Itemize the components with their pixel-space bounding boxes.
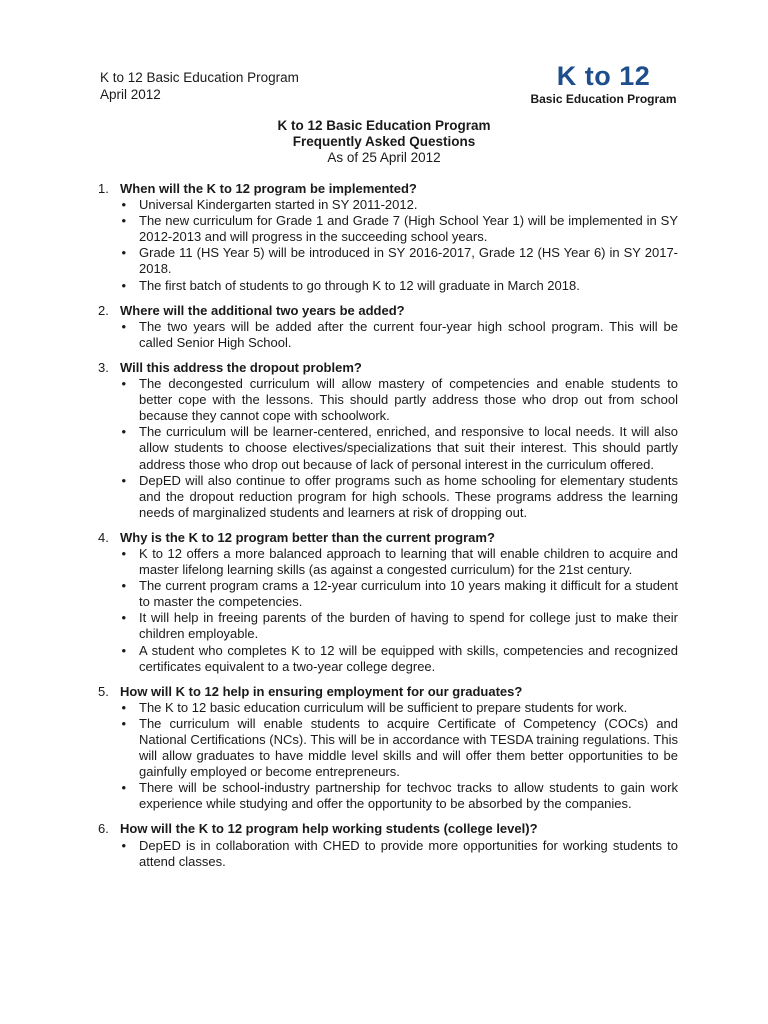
faq-item (98, 181, 678, 294)
answer-list (98, 319, 678, 351)
answer-item (98, 245, 678, 277)
bullet-icon: • (121, 642, 126, 658)
header-program: K to 12 Basic Education Program (100, 70, 299, 85)
title-line-1: K to 12 Basic Education Program (277, 118, 491, 133)
answer-item (98, 546, 678, 578)
faq-item (98, 530, 678, 675)
question-number: 6. (98, 821, 109, 837)
answer-item (98, 197, 678, 213)
faq-item (98, 303, 678, 351)
question-text: How will K to 12 help in ensuring employment for our graduates? (120, 683, 523, 699)
bullet-icon: • (121, 780, 126, 796)
bullet-icon: • (121, 545, 126, 561)
title-date: As of 25 April 2012 (327, 150, 441, 165)
answer-list (98, 700, 678, 813)
faq-item (98, 360, 678, 521)
question-number: 5. (98, 683, 109, 699)
answer-text: K to 12 offers a more balanced approach to learning that will enable children to acquire and master lifelong learning skills (as against a congested curriculum) for the 21st century. (139, 545, 678, 578)
answer-text: The decongested curriculum will allow mastery of competencies and enable students to better cope with the lessons. This should partly address those who drop out from school because they cannot cope with schoolwork. (139, 376, 678, 424)
answer-text: DepED is in collaboration with CHED to provide more opportunities for working students to attend classes. (139, 837, 678, 869)
answer-item (98, 838, 678, 870)
answer-text: There will be school-industry partnership for techvoc tracks to allow students to gain work experience while studying and offer the opportunity to be absorbed by the companies. (139, 780, 678, 812)
logo-subtitle: Basic Education Program (530, 92, 677, 106)
question-number: 2. (98, 302, 109, 318)
answer-item (98, 578, 678, 610)
header-date: April 2012 (100, 87, 161, 102)
bullet-icon: • (121, 715, 126, 731)
question-heading (98, 303, 678, 319)
bullet-icon: • (121, 197, 126, 213)
answer-item (98, 319, 678, 351)
title-line-2: Frequently Asked Questions (292, 134, 476, 149)
answer-item (98, 716, 678, 780)
answer-item (98, 700, 678, 716)
header-left (100, 69, 299, 103)
answer-list (98, 838, 678, 870)
bullet-icon: • (121, 376, 126, 392)
answer-text: The new curriculum for Grade 1 and Grade 7 (High School Year 1) will be implemented in SY 2012-2013 and will progress in the succeeding school years. (139, 213, 678, 245)
question-text: Why is the K to 12 program better than the current program? (120, 529, 495, 545)
answer-text: It will help in freeing parents of the burden of having to spend for college just to make their children employable. (139, 610, 678, 642)
bullet-icon: • (121, 610, 126, 626)
question-heading (98, 530, 678, 546)
question-number: 4. (98, 529, 109, 545)
answer-text: The curriculum will be learner-centered, enriched, and responsive to local needs. It will also allow students to choose electives/specializations that suit their interest. This should partly address those who drop out because of lack of personal interest in the curriculum offered. (139, 424, 678, 472)
answer-list (98, 197, 678, 294)
answer-text: The K to 12 basic education curriculum will be sufficient to prepare students for work. (139, 699, 628, 715)
bullet-icon: • (121, 318, 126, 334)
answer-list (98, 376, 678, 521)
answer-text: Universal Kindergarten started in SY 2011-2012. (139, 197, 418, 213)
answer-item (98, 610, 678, 642)
answer-text: DepED will also continue to offer programs such as home schooling for elementary students and the dropout reduction program for high schools. These programs address the learning needs of marginalized students and learners at risk of dropping out. (139, 472, 678, 520)
question-number: 3. (98, 359, 109, 375)
bullet-icon: • (121, 837, 126, 853)
answer-text: The first batch of students to go through K to 12 will graduate in March 2018. (139, 277, 580, 293)
answer-text: The current program crams a 12-year curriculum into 10 years making it difficult for a student to master the competencies. (139, 578, 678, 610)
bullet-icon: • (121, 699, 126, 715)
bullet-icon: • (121, 245, 126, 261)
bullet-icon: • (121, 424, 126, 440)
question-text: When will the K to 12 program be implemented? (120, 181, 417, 196)
answer-item (98, 473, 678, 521)
answer-item (98, 376, 678, 424)
answer-item (98, 643, 678, 675)
bullet-icon: • (121, 472, 126, 488)
answer-list (98, 546, 678, 675)
faq-item (98, 821, 678, 869)
question-heading (98, 684, 678, 700)
faq-item (98, 684, 678, 813)
question-heading (98, 181, 678, 197)
logo-title: K to 12 (556, 61, 651, 91)
answer-item (98, 213, 678, 245)
answer-item (98, 780, 678, 812)
question-heading (98, 360, 678, 376)
answer-text: The curriculum will enable students to acquire Certificate of Competency (COCs) and National Certifications (NCs). This will be in accordance with TESDA training regulations. This will allow graduates to have middle level skills and will offer them better opportunities to be gainfully employed or become entrepreneurs. (139, 715, 678, 780)
answer-text: Grade 11 (HS Year 5) will be introduced in SY 2016-2017, Grade 12 (HS Year 6) in SY 2017-2018. (139, 245, 678, 277)
program-logo (516, 60, 691, 106)
question-heading (98, 821, 678, 837)
document-title (100, 118, 668, 166)
question-text: Will this address the dropout problem? (120, 359, 362, 375)
faq-list (98, 181, 678, 879)
question-number: 1. (98, 181, 109, 196)
answer-text: The two years will be added after the current four-year high school program. This will be called Senior High School. (139, 318, 678, 350)
answer-item (98, 424, 678, 472)
bullet-icon: • (121, 213, 126, 229)
bullet-icon: • (121, 578, 126, 594)
answer-text: A student who completes K to 12 will be equipped with skills, competencies and recognized certificates equivalent to a two-year college degree. (139, 642, 678, 674)
question-text: Where will the additional two years be added? (120, 302, 405, 318)
answer-item (98, 278, 678, 294)
question-text: How will the K to 12 program help working students (college level)? (120, 821, 538, 837)
bullet-icon: • (121, 277, 126, 293)
